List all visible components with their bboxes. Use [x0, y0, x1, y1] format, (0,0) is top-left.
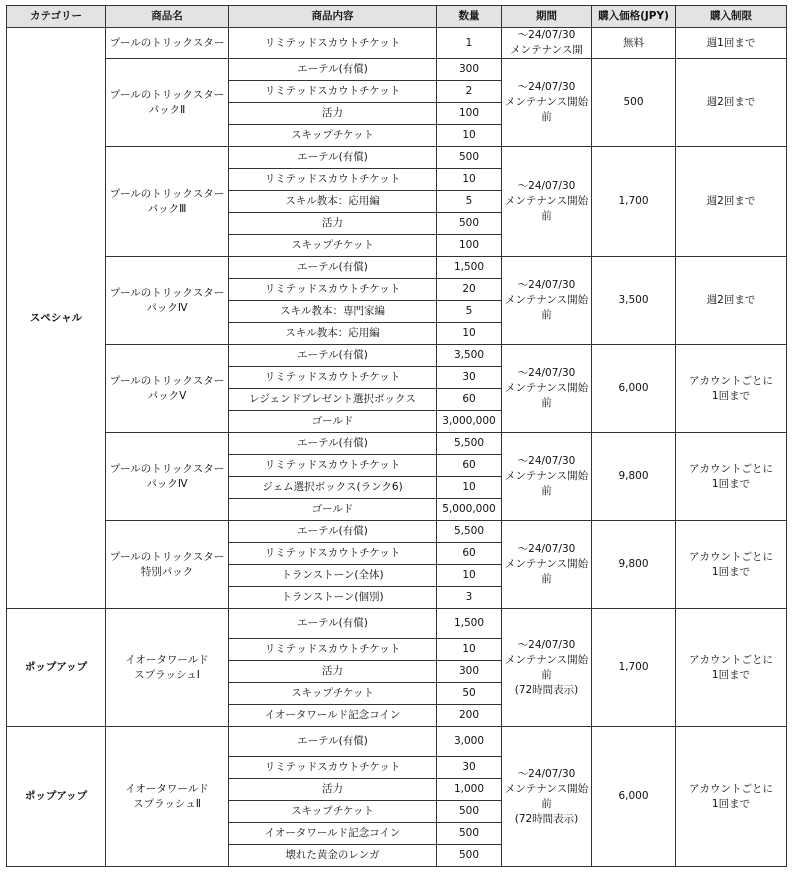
header-limit: 購入制限	[676, 6, 787, 28]
period-cell: ～24/07/30 メンテナンス開始前 (72時間表示)	[502, 727, 592, 867]
quantity-cell: 5	[437, 191, 502, 213]
product-name-cell: プールのトリックスター	[106, 28, 229, 59]
product-content-cell: ジェム選択ボックス(ランク6)	[229, 477, 437, 499]
purchase-limit-cell: アカウントごとに 1回まで	[676, 345, 787, 433]
product-content-cell: スキップチケット	[229, 683, 437, 705]
product-content-cell: エーテル(有償)	[229, 609, 437, 639]
price-cell: 1,700	[592, 147, 676, 257]
product-content-cell: スキル教本：応用編	[229, 191, 437, 213]
product-content-cell: エーテル(有償)	[229, 257, 437, 279]
product-content-cell: スキップチケット	[229, 801, 437, 823]
header-price: 購入価格(JPY)	[592, 6, 676, 28]
product-name-cell: イオータワールド スプラッシュⅠ	[106, 609, 229, 727]
table-row	[7, 727, 787, 757]
price-cell: 9,800	[592, 521, 676, 609]
product-content-cell: 壊れた黄金のレンガ	[229, 845, 437, 867]
header-period: 期間	[502, 6, 592, 28]
table-row	[7, 257, 787, 279]
purchase-limit-cell: アカウントごとに 1回まで	[676, 609, 787, 727]
product-name-cell: プールのトリックスター パックⅢ	[106, 147, 229, 257]
product-content-cell: スキル教本：応用編	[229, 323, 437, 345]
product-content-cell: トランストーン(全体)	[229, 565, 437, 587]
quantity-cell: 3,500	[437, 345, 502, 367]
category-cell: スペシャル	[7, 28, 106, 609]
purchase-limit-cell: 週2回まで	[676, 257, 787, 345]
quantity-cell: 1,500	[437, 609, 502, 639]
quantity-cell: 10	[437, 565, 502, 587]
quantity-cell: 500	[437, 801, 502, 823]
period-cell: ～24/07/30 メンテナンス開始前	[502, 521, 592, 609]
quantity-cell: 10	[437, 639, 502, 661]
category-cell: ポップアップ	[7, 727, 106, 867]
quantity-cell: 10	[437, 125, 502, 147]
period-cell: ～24/07/30 メンテナンス開始前	[502, 147, 592, 257]
table-header-row	[7, 6, 787, 28]
product-content-cell: ゴールド	[229, 499, 437, 521]
quantity-cell: 100	[437, 235, 502, 257]
purchase-limit-cell: アカウントごとに 1回まで	[676, 727, 787, 867]
product-content-cell: イオータワールド記念コイン	[229, 823, 437, 845]
quantity-cell: 1	[437, 28, 502, 59]
quantity-cell: 10	[437, 477, 502, 499]
quantity-cell: 200	[437, 705, 502, 727]
period-cell: ～24/07/30 メンテナンス開始前	[502, 59, 592, 147]
price-cell: 9,800	[592, 433, 676, 521]
shop-table-container	[6, 5, 787, 867]
quantity-cell: 3,000,000	[437, 411, 502, 433]
price-cell: 6,000	[592, 345, 676, 433]
product-content-cell: トランストーン(個別)	[229, 587, 437, 609]
quantity-cell: 500	[437, 845, 502, 867]
quantity-cell: 500	[437, 823, 502, 845]
product-content-cell: リミテッドスカウトチケット	[229, 81, 437, 103]
quantity-cell: 3	[437, 587, 502, 609]
quantity-cell: 1,500	[437, 257, 502, 279]
period-cell: ～24/07/30 メンテナンス開始前 (72時間表示)	[502, 609, 592, 727]
quantity-cell: 5,500	[437, 433, 502, 455]
product-content-cell: ゴールド	[229, 411, 437, 433]
product-content-cell: リミテッドスカウトチケット	[229, 639, 437, 661]
product-content-cell: リミテッドスカウトチケット	[229, 455, 437, 477]
quantity-cell: 60	[437, 543, 502, 565]
product-content-cell: リミテッドスカウトチケット	[229, 169, 437, 191]
header-category: カテゴリー	[7, 6, 106, 28]
quantity-cell: 10	[437, 323, 502, 345]
quantity-cell: 30	[437, 367, 502, 389]
product-content-cell: スキップチケット	[229, 235, 437, 257]
purchase-limit-cell: 週2回まで	[676, 147, 787, 257]
product-content-cell: リミテッドスカウトチケット	[229, 279, 437, 301]
product-content-cell: スキップチケット	[229, 125, 437, 147]
table-row	[7, 609, 787, 639]
quantity-cell: 60	[437, 455, 502, 477]
quantity-cell: 30	[437, 757, 502, 779]
product-content-cell: リミテッドスカウトチケット	[229, 367, 437, 389]
quantity-cell: 300	[437, 59, 502, 81]
price-cell: 6,000	[592, 727, 676, 867]
quantity-cell: 1,000	[437, 779, 502, 801]
quantity-cell: 20	[437, 279, 502, 301]
table-row	[7, 147, 787, 169]
price-cell: 1,700	[592, 609, 676, 727]
shop-item-table	[6, 5, 787, 867]
product-content-cell: エーテル(有償)	[229, 727, 437, 757]
quantity-cell: 10	[437, 169, 502, 191]
price-cell: 無料	[592, 28, 676, 59]
quantity-cell: 60	[437, 389, 502, 411]
header-product-content: 商品内容	[229, 6, 437, 28]
purchase-limit-cell: 週1回まで	[676, 28, 787, 59]
period-cell: ～24/07/30 メンテナンス開	[502, 28, 592, 59]
quantity-cell: 5,000,000	[437, 499, 502, 521]
product-name-cell: プールのトリックスター パックⅡ	[106, 59, 229, 147]
quantity-cell: 2	[437, 81, 502, 103]
product-content-cell: スキル教本：専門家編	[229, 301, 437, 323]
product-content-cell: 活力	[229, 779, 437, 801]
purchase-limit-cell: アカウントごとに 1回まで	[676, 521, 787, 609]
quantity-cell: 5	[437, 301, 502, 323]
quantity-cell: 100	[437, 103, 502, 125]
product-content-cell: エーテル(有償)	[229, 59, 437, 81]
quantity-cell: 500	[437, 147, 502, 169]
category-cell: ポップアップ	[7, 609, 106, 727]
purchase-limit-cell: 週2回まで	[676, 59, 787, 147]
quantity-cell: 500	[437, 213, 502, 235]
quantity-cell: 3,000	[437, 727, 502, 757]
table-row	[7, 59, 787, 81]
price-cell: 3,500	[592, 257, 676, 345]
product-content-cell: 活力	[229, 103, 437, 125]
table-body	[7, 28, 787, 867]
quantity-cell: 300	[437, 661, 502, 683]
product-name-cell: イオータワールド スプラッシュⅡ	[106, 727, 229, 867]
period-cell: ～24/07/30 メンテナンス開始前	[502, 257, 592, 345]
quantity-cell: 5,500	[437, 521, 502, 543]
purchase-limit-cell: アカウントごとに 1回まで	[676, 433, 787, 521]
table-row	[7, 521, 787, 543]
product-name-cell: プールのトリックスター パックⅣ	[106, 257, 229, 345]
product-content-cell: リミテッドスカウトチケット	[229, 757, 437, 779]
period-cell: ～24/07/30 メンテナンス開始前	[502, 345, 592, 433]
product-name-cell: プールのトリックスター 特別パック	[106, 521, 229, 609]
product-name-cell: プールのトリックスター パックⅣ	[106, 433, 229, 521]
table-row	[7, 433, 787, 455]
product-content-cell: エーテル(有償)	[229, 521, 437, 543]
header-quantity: 数量	[437, 6, 502, 28]
product-content-cell: リミテッドスカウトチケット	[229, 543, 437, 565]
header-product-name: 商品名	[106, 6, 229, 28]
product-name-cell: プールのトリックスター パックⅤ	[106, 345, 229, 433]
product-content-cell: 活力	[229, 661, 437, 683]
product-content-cell: エーテル(有償)	[229, 433, 437, 455]
product-content-cell: 活力	[229, 213, 437, 235]
product-content-cell: イオータワールド記念コイン	[229, 705, 437, 727]
product-content-cell: リミテッドスカウトチケット	[229, 28, 437, 59]
period-cell: ～24/07/30 メンテナンス開始前	[502, 433, 592, 521]
product-content-cell: レジェンドプレゼント選択ボックス	[229, 389, 437, 411]
table-row	[7, 345, 787, 367]
quantity-cell: 50	[437, 683, 502, 705]
product-content-cell: エーテル(有償)	[229, 147, 437, 169]
table-row	[7, 28, 787, 59]
product-content-cell: エーテル(有償)	[229, 345, 437, 367]
price-cell: 500	[592, 59, 676, 147]
